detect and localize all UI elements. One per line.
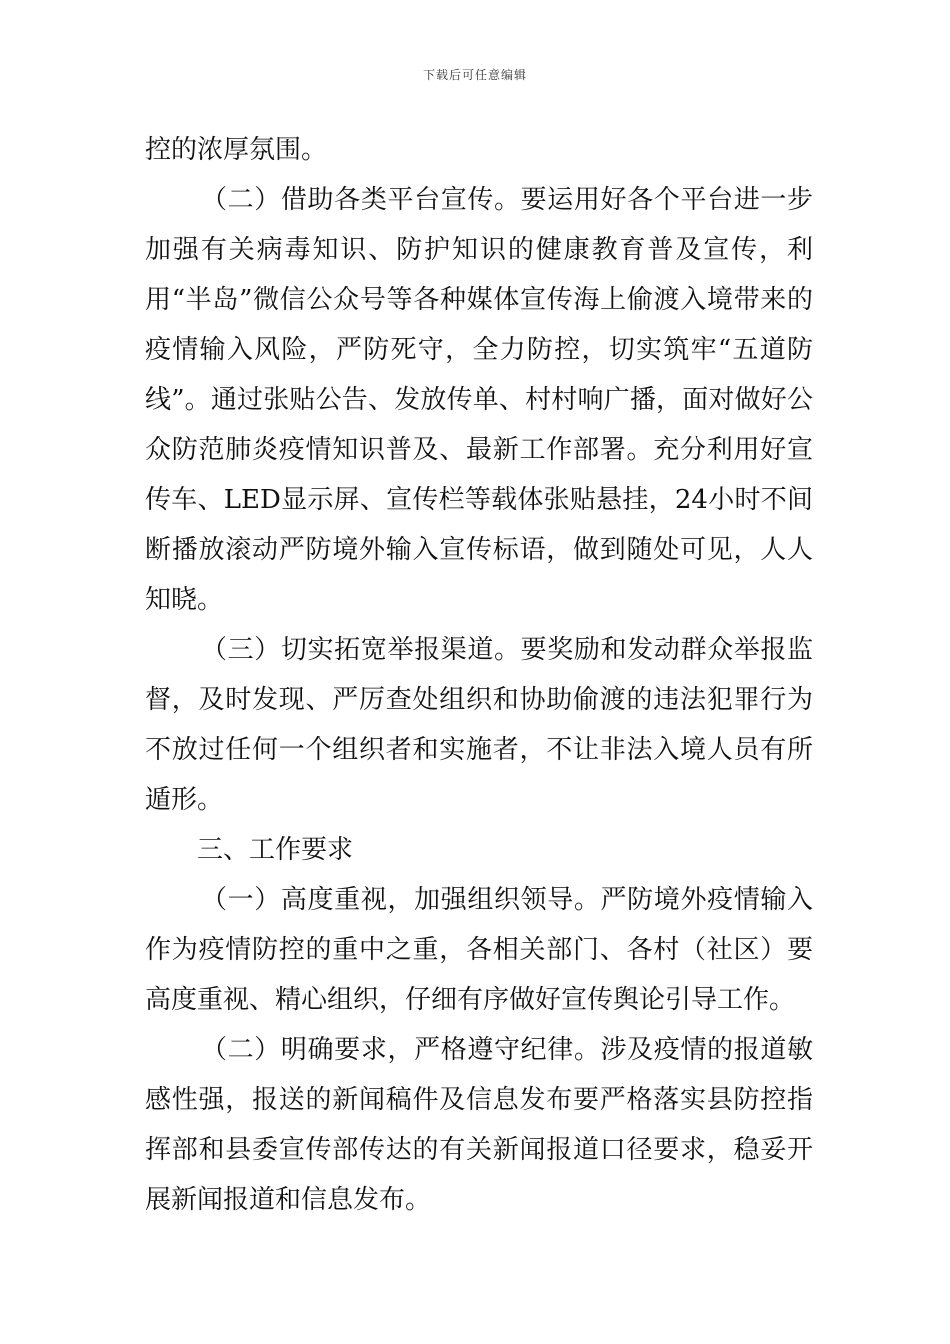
- paragraph-reporting-channels: （三）切实拓宽举报渠道。要奖励和发动群众举报监督，及时发现、严厉查处组织和协助偷渡的违法犯罪行为不放过任何一个组织者和实施者，不让非法入境人员有所遁形。: [145, 635, 813, 815]
- paragraph-platform-publicity: （二）借助各类平台宣传。要运用好各个平台进一步加强有关病毒知识、防护知识的健康教育普及宣传，利用“半岛”微信公众号等各种媒体宣传海上偷渡入境带来的疫情输入风险，严防死守，全力防控，切实筑牢“五道防线”。通过张贴公告、发放传单、村村响广播，面对做好公众防范肺炎疫情知识普及、最新工作部署。充分利用好宣传车、LED显示屏、宣传栏等载体张贴悬挂，24小时不间断播放滚动严防境外输入宣传标语，做到随处可见，人人知晓。: [145, 185, 813, 615]
- page-header-note: 下载后可任意编辑: [422, 68, 527, 82]
- paragraph-organization-leadership: （一）高度重视，加强组织领导。严防境外疫情输入作为疫情防控的重中之重，各相关部门、各村（社区）要高度重视、精心组织，仔细有序做好宣传舆论引导工作。: [145, 885, 813, 1015]
- document-body: [145, 125, 813, 1225]
- paragraph-discipline: （二）明确要求，严格遵守纪律。涉及疫情的报道敏感性强，报送的新闻稿件及信息发布要严格落实县防控指挥部和县委宣传部传达的有关新闻报道口径要求，稳妥开展新闻报道和信息发布。: [145, 1035, 813, 1215]
- section-heading-work-requirements: 三、工作要求: [197, 835, 354, 865]
- paragraph-continuation: 控的浓厚氛围。: [145, 135, 328, 165]
